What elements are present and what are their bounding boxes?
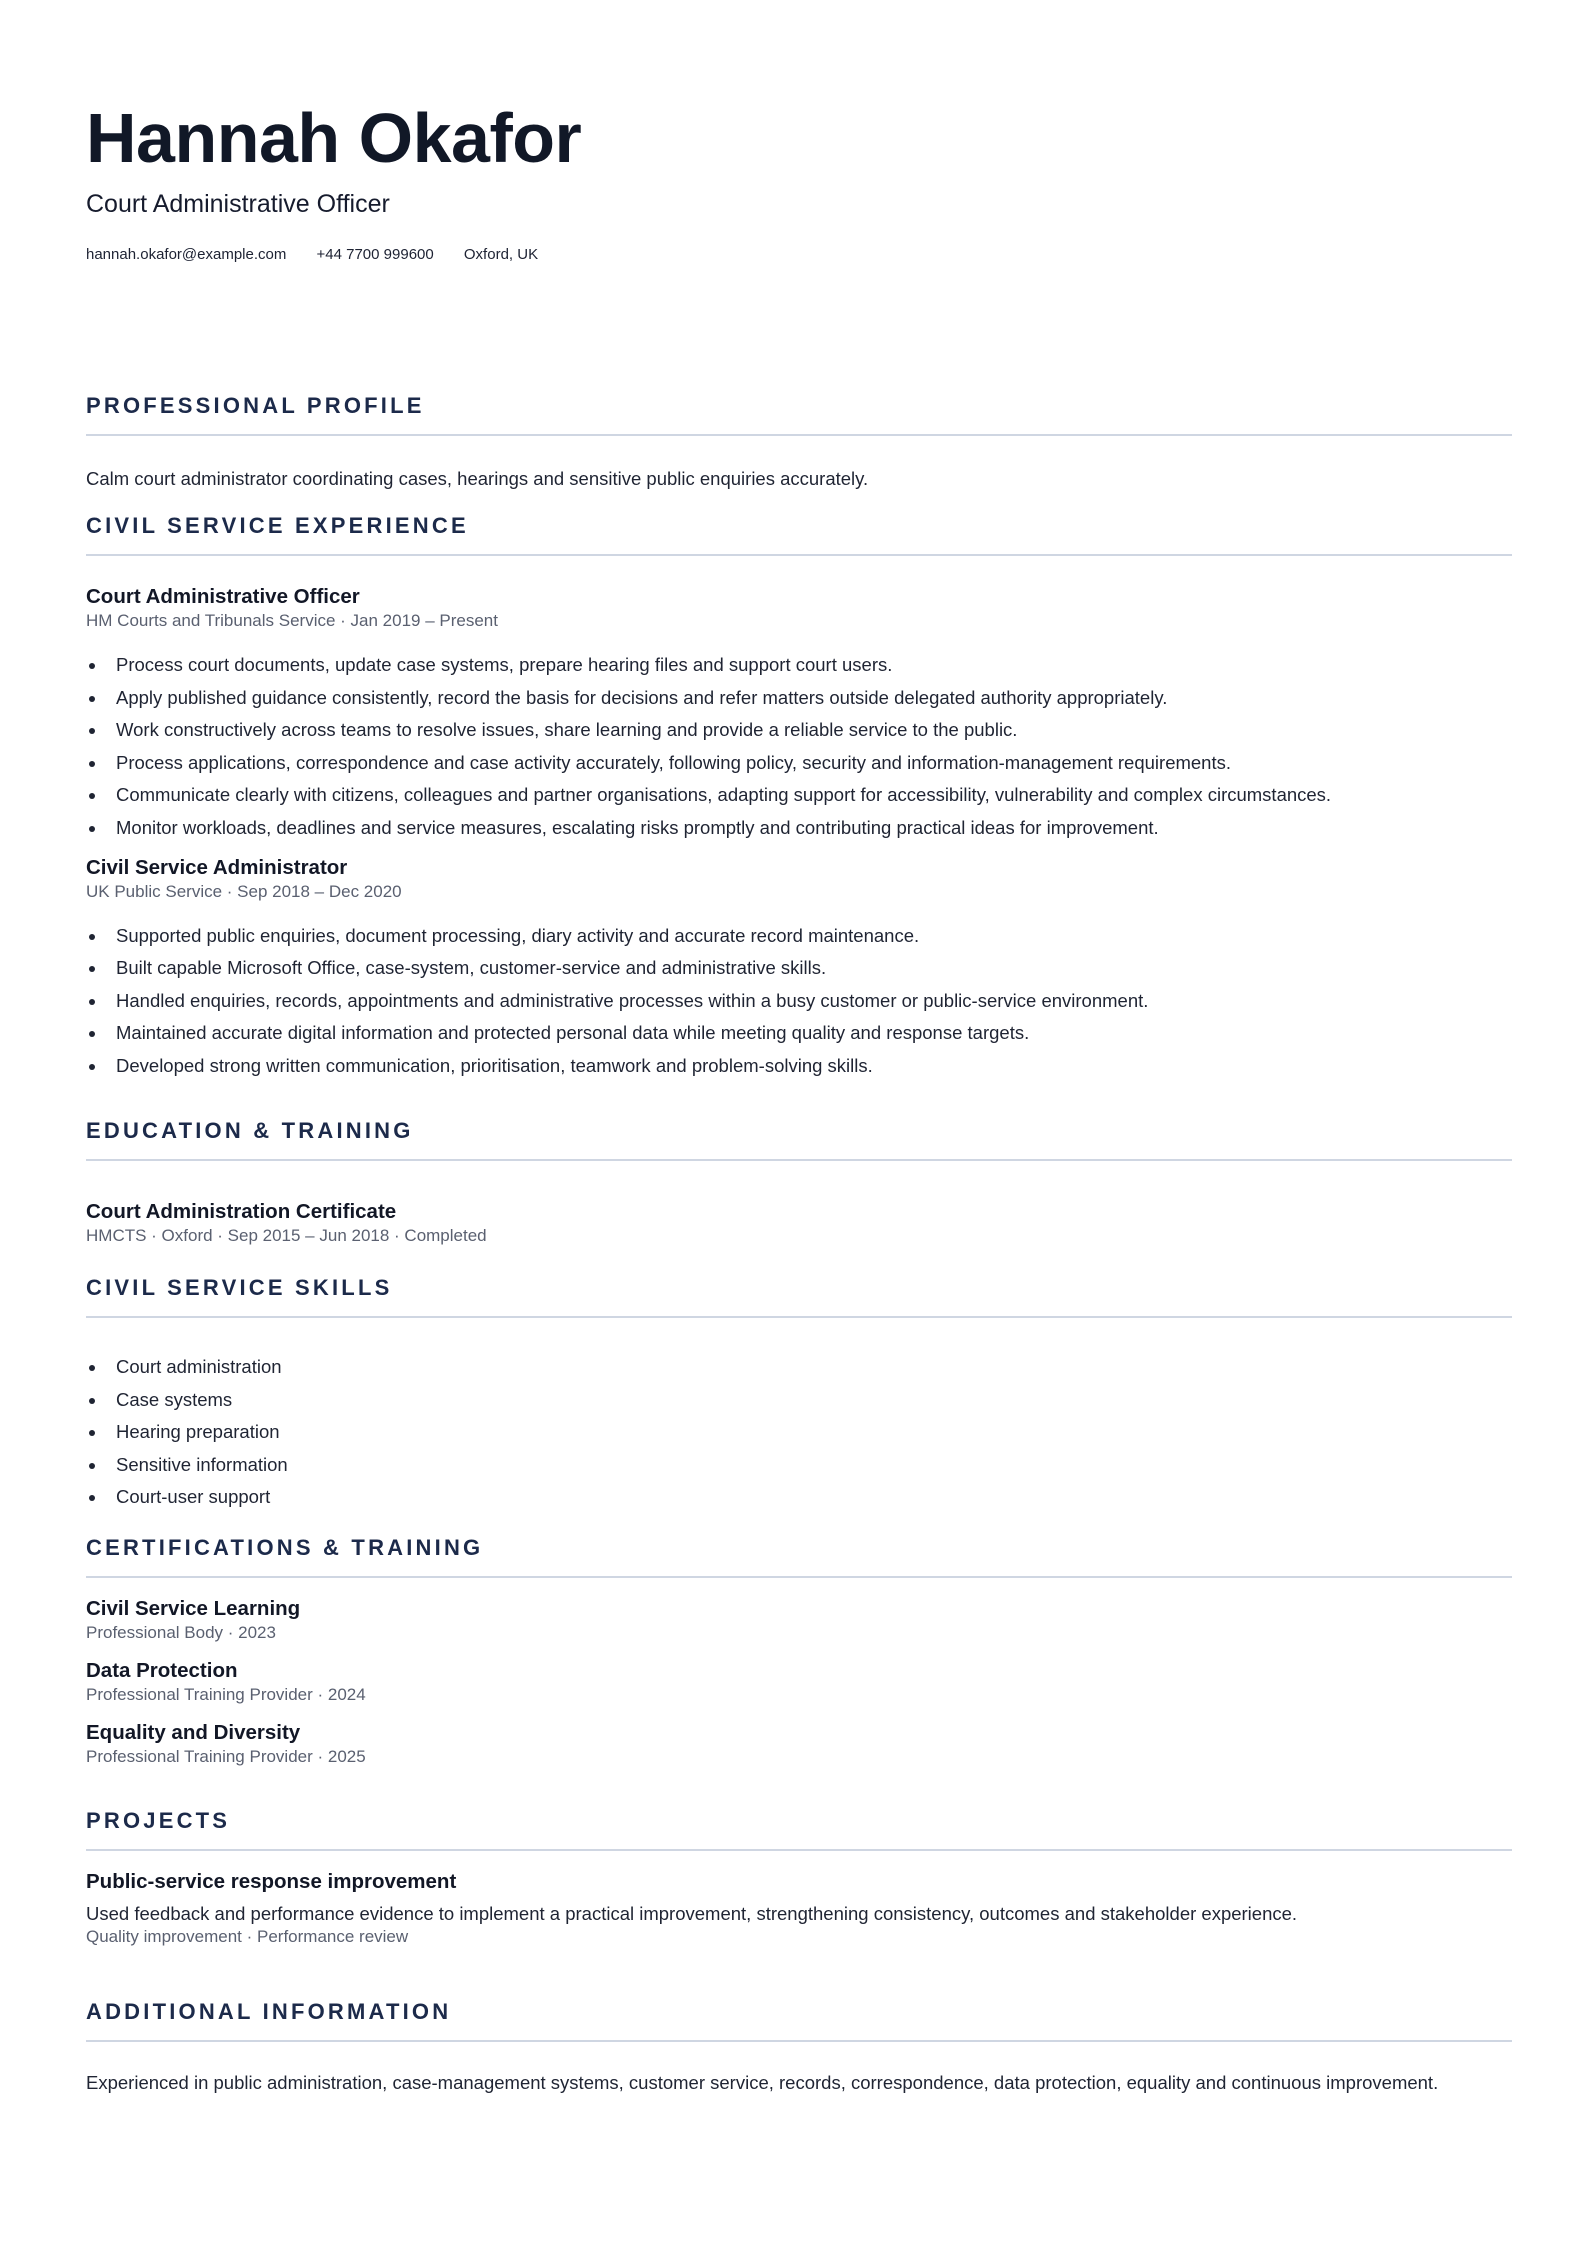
section-title-additional: ADDITIONAL INFORMATION <box>86 1998 1512 2042</box>
bullet-item: Process court documents, update case systems, prepare hearing files and support court users. <box>116 649 1512 682</box>
candidate-role: Court Administrative Officer <box>86 190 390 218</box>
project-description: Used feedback and performance evidence to implement a practical improvement, strengthening consistency, outcomes and stakeholder experience. <box>86 1903 1298 1924</box>
bullet-item: Maintained accurate digital information and protected personal data while meeting quality and response targets. <box>116 1017 1512 1050</box>
section-title-skills: CIVIL SERVICE SKILLS <box>86 1274 1512 1318</box>
certification-title: Civil Service Learning <box>86 1597 301 1620</box>
bullet-item: Process applications, correspondence and case activity accurately, following policy, security and information-management requirements. <box>116 747 1512 780</box>
additional-text: Experienced in public administration, case-management systems, customer service, records, correspondence, data protection, equality and continuous improvement. <box>86 2072 1439 2093</box>
certification-entry <box>86 1658 1512 1705</box>
section-title-education: EDUCATION & TRAINING <box>86 1117 1512 1161</box>
job-title: Court Administrative Officer <box>86 585 360 608</box>
job-meta: HM Courts and Tribunals Service · Jan 2019 – Present <box>86 611 498 630</box>
section-title-certifications: CERTIFICATIONS & TRAINING <box>86 1534 1512 1578</box>
section-experience <box>86 512 1512 1083</box>
skills-list <box>86 1351 1512 1514</box>
bullet-item: Monitor workloads, deadlines and service measures, escalating risks promptly and contributing practical ideas for improvement. <box>116 812 1512 845</box>
project-title: Public-service response improvement <box>86 1870 457 1893</box>
certification-entry <box>86 1596 1512 1643</box>
section-title-profile: PROFESSIONAL PROFILE <box>86 392 1512 436</box>
job-bullets <box>86 920 1512 1083</box>
certification-title: Equality and Diversity <box>86 1721 301 1744</box>
skill-item: Court-user support <box>116 1481 1512 1514</box>
job-entry <box>86 855 1512 1083</box>
section-title-projects: PROJECTS <box>86 1807 1512 1851</box>
certification-title: Data Protection <box>86 1659 238 1682</box>
skill-item: Sensitive information <box>116 1449 1512 1482</box>
section-projects <box>86 1807 1512 1947</box>
contact-location: Oxford, UK <box>463 246 539 263</box>
bullet-item: Handled enquiries, records, appointments and administrative processes within a busy customer or public-service environment. <box>116 985 1512 1018</box>
skill-item: Hearing preparation <box>116 1416 1512 1449</box>
bullet-item: Developed strong written communication, prioritisation, teamwork and problem-solving skills. <box>116 1050 1512 1083</box>
project-tags: Quality improvement · Performance review <box>86 1927 409 1946</box>
bullet-item: Work constructively across teams to resolve issues, share learning and provide a reliable service to the public. <box>116 714 1512 747</box>
section-education <box>86 1117 1512 1246</box>
section-skills <box>86 1274 1512 1514</box>
contact-phone: +44 7700 999600 <box>316 246 434 263</box>
certification-entry <box>86 1720 1512 1767</box>
certification-meta: Professional Training Provider · 2025 <box>86 1747 366 1766</box>
candidate-name: Hannah Okafor <box>86 99 582 177</box>
bullet-item: Built capable Microsoft Office, case-system, customer-service and administrative skills. <box>116 952 1512 985</box>
education-title: Court Administration Certificate <box>86 1200 397 1223</box>
section-title-experience: CIVIL SERVICE EXPERIENCE <box>86 512 1512 556</box>
job-bullets <box>86 649 1512 845</box>
profile-text: Calm court administrator coordinating cases, hearings and sensitive public enquiries accurately. <box>86 468 869 489</box>
section-certifications <box>86 1534 1512 1767</box>
contact-line <box>86 244 564 266</box>
bullet-item: Communicate clearly with citizens, colleagues and partner organisations, adapting support for accessibility, vulnerability and complex circumstances. <box>116 779 1512 812</box>
bullet-item: Supported public enquiries, document processing, diary activity and accurate record maintenance. <box>116 920 1512 953</box>
contact-email: hannah.okafor@example.com <box>86 246 287 263</box>
job-title: Civil Service Administrator <box>86 855 348 879</box>
project-entry <box>86 1869 1512 1947</box>
section-profile <box>86 392 1512 491</box>
certification-meta: Professional Training Provider · 2024 <box>86 1685 366 1704</box>
skill-item: Court administration <box>116 1351 1512 1384</box>
education-entry <box>86 1199 1512 1246</box>
job-meta: UK Public Service · Sep 2018 – Dec 2020 <box>86 881 402 901</box>
section-additional <box>86 1998 1512 2095</box>
job-entry <box>86 584 1512 845</box>
education-meta: HMCTS · Oxford · Sep 2015 – Jun 2018 · Completed <box>86 1226 487 1245</box>
certification-meta: Professional Body · 2023 <box>86 1623 276 1642</box>
skill-item: Case systems <box>116 1384 1512 1417</box>
bullet-item: Apply published guidance consistently, record the basis for decisions and refer matters outside delegated authority appropriately. <box>116 682 1512 715</box>
